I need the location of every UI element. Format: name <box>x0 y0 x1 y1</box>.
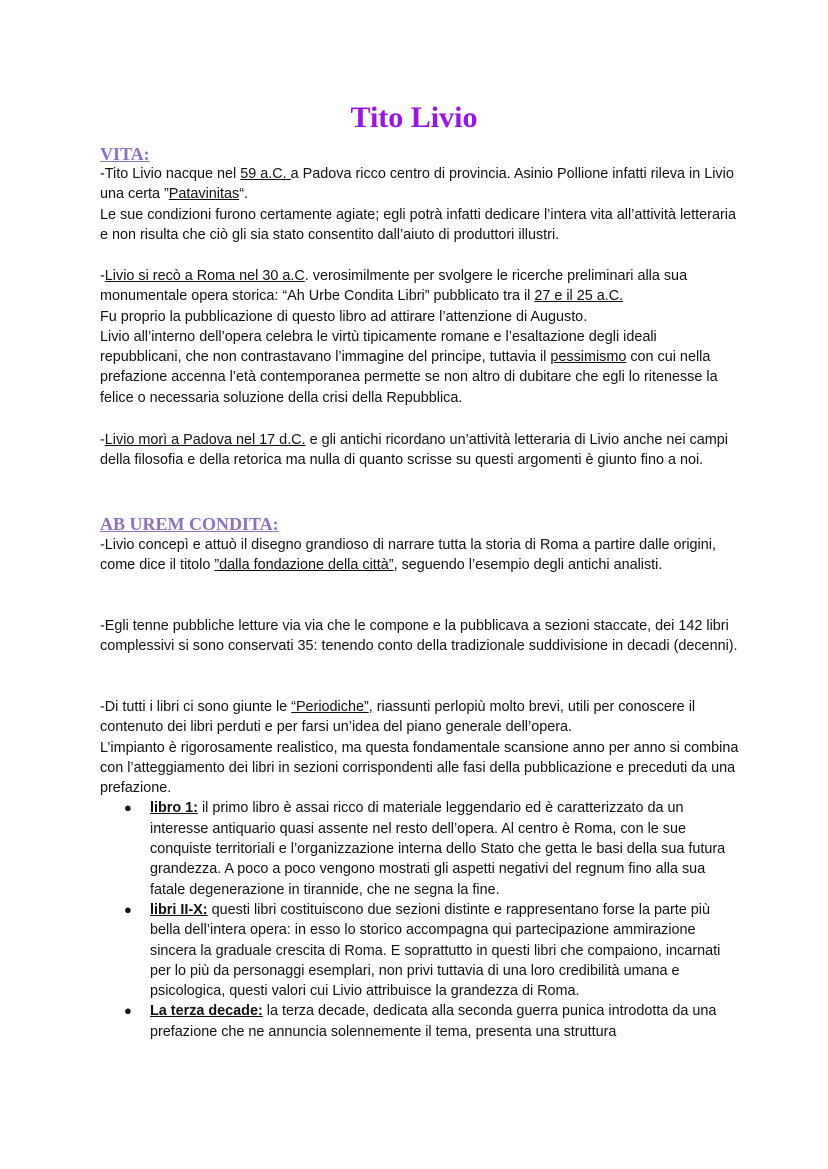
underlined-term: “Periodiche” <box>291 699 369 715</box>
bullet-label: libro 1: <box>150 800 198 817</box>
text-run: - <box>100 268 105 284</box>
bullet-dot: ● <box>124 1003 132 1019</box>
text-run: -Livio concepì e attuò il disegno grandioso di narrare tutta la storia di Roma a partire dalle origini, come dice il titolo <box>100 537 716 574</box>
bullet-dot: ● <box>124 800 132 816</box>
underlined-phrase: Livio si recò a Roma nel 30 a.C <box>104 268 305 284</box>
bullet-text: il primo libro è assai ricco di materiale leggendario ed è caratterizzato da un interesse antiquario quasi assente nel resto dell’opera. Al centro è Roma, con le sue conquiste territoriali e l’organizzazione interna dello Stato che getta le basi della sua futura grandezza. A poco a poco vengono mostrati gli aspetti negativi del regnum fino alla sua fatale degenerazione in tirannide, che ne segna la fine. <box>150 800 726 898</box>
paragraph <box>100 697 740 738</box>
bullet-label: libri II-X: <box>150 901 208 918</box>
section-heading-vita: VITA: <box>100 144 150 164</box>
text-run: “. <box>239 186 248 203</box>
text-run: , riassunti perlopiù molto brevi, utili per conoscere il contenuto dei libri perduti e per farsi un’idea del piano generale dell’opera. <box>100 699 696 736</box>
bullet-text: la terza decade, dedicata alla seconda guerra punica introdotta da una prefazione che ne annuncia solennemente il tema, presenta una struttura <box>150 1003 717 1040</box>
section-vita-rome <box>100 266 740 408</box>
list-item <box>100 1001 740 1042</box>
paragraph: Fu proprio la pubblicazione di questo libro ad attirare l’attenzione di Augusto. <box>100 308 588 325</box>
text-run: -Tito Livio nacque nel <box>100 166 241 182</box>
paragraph <box>100 327 740 408</box>
text-run: - <box>100 432 105 448</box>
paragraph <box>100 535 740 576</box>
paragraph <box>100 164 740 205</box>
books-bullet-list <box>100 798 740 1042</box>
underlined-phrase: Livio morì a Padova nel 17 d.C. <box>104 432 306 448</box>
underlined-term: Patavinitas <box>168 186 240 203</box>
text-run: a Padova ricco centro di provincia. Asinio Pollione infatti rileva in Livio una certa ” <box>100 166 734 203</box>
underlined-date: 27 e il 25 a.C. <box>534 288 624 305</box>
underlined-title: ”dalla fondazione della città” <box>214 557 394 574</box>
paragraph <box>100 430 740 471</box>
bullet-label: La terza decade: <box>150 1003 263 1020</box>
section-heading-ab-urem-condita: AB UREM CONDITA: <box>100 514 279 534</box>
text-run: Livio all’interno dell’opera celebra le virtù tipicamente romane e l’esaltazione degli ideali repubblicani, che non contrastavano l’immagine del principe, tuttavia il <box>100 328 657 366</box>
list-item <box>100 798 740 899</box>
underlined-date: 59 a.C. <box>240 166 291 182</box>
page-title: Tito Livio <box>350 101 478 134</box>
text-run: , seguendo l’esempio degli antichi analisti. <box>393 557 663 574</box>
paragraph: Le sue condizioni furono certamente agiate; egli potrà infatti dedicare l’intera vita all’attività letteraria e non risulta che ciò gli sia stato consentito dall’aiuto di produttori illustri. <box>100 206 736 243</box>
text-run: -Di tutti i libri ci sono giunte le <box>100 699 292 715</box>
section-ab-readings <box>100 616 740 657</box>
paragraph: -Egli tenne pubbliche letture via via che le compone e la pubblicava a sezioni staccate, dei 142 libri complessivi si sono conservati 35: tenendo conto della tradizionale suddivisione in decadi (decenni). <box>100 618 738 655</box>
paragraph <box>100 266 740 307</box>
section-ab-periodiche <box>100 697 740 1042</box>
section-vita-body <box>100 164 740 245</box>
underlined-term: pessimismo <box>550 349 627 366</box>
section-ab-intro <box>100 535 740 576</box>
list-item <box>100 900 740 1001</box>
text-run: . verosimilmente per svolgere le ricerche preliminari alla sua monumentale opera storica: “Ah Urbe Condita Libri” pubblicato tra il <box>100 268 688 305</box>
paragraph: L’impianto è rigorosamente realistico, ma questa fondamentale scansione anno per anno si combina con l’atteggiamento dei libri in sezioni corrispondenti alle fasi della pubblicazione e preceduti da una prefazione. <box>100 739 739 797</box>
section-vita-death <box>100 430 740 471</box>
bullet-text: questi libri costituiscono due sezioni distinte e rappresentano forse la parte più bella dell’intera opera: in esso lo storico accompagna qui partecipazione ammirazione sincera la graduale crescita di Roma. E soprattutto in questi libri che compaiono, incarnati per lo più da personaggi esemplari, non privi tuttavia di una loro credibilità umana e psicologica, questi valori cui Livio attribuisce la grandezza di Roma. <box>150 901 721 1000</box>
text-run: con cui nella prefazione accenna l’età contemporanea permette se non altro di dubitare che egli lo ritenesse la felice o necessaria soluzione della crisi della Repubblica. <box>100 349 718 406</box>
bullet-dot: ● <box>124 901 132 917</box>
text-run: e gli antichi ricordano un’attività letteraria di Livio anche nei campi della filosofia e della retorica ma nulla di quanto scrisse su questi argomenti è giunto fino a noi. <box>100 432 728 469</box>
